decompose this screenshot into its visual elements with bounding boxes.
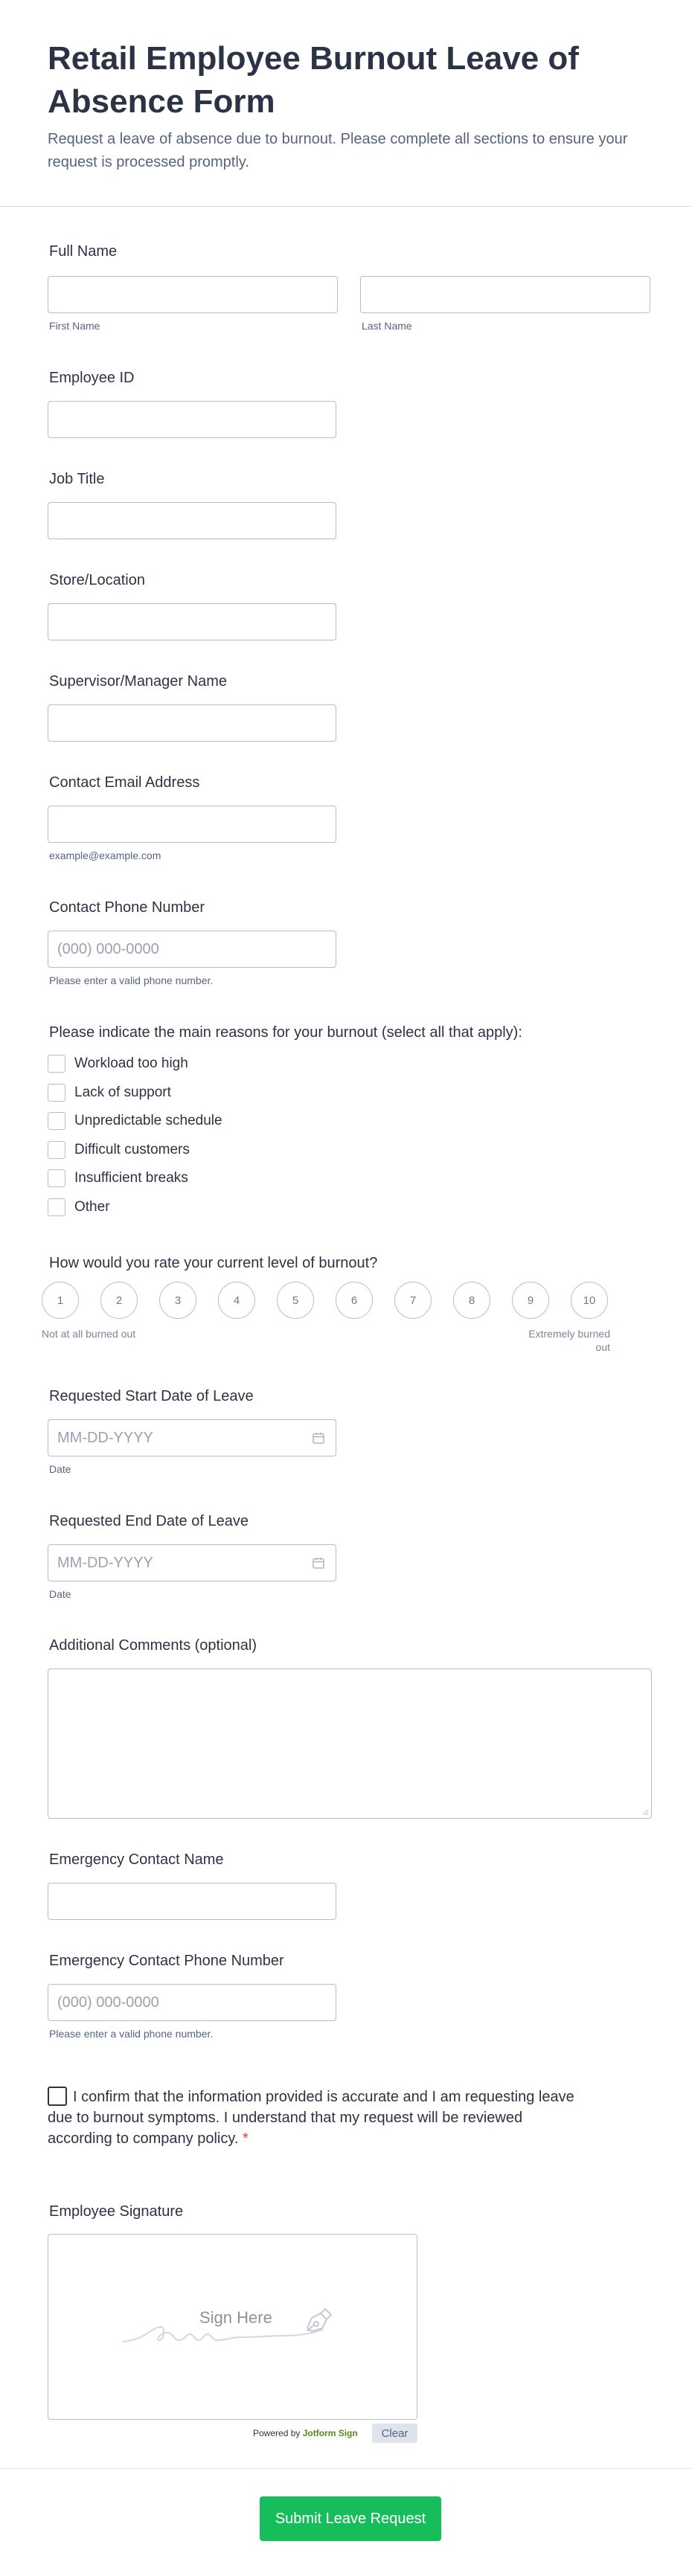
start-date-placeholder: MM-DD-YYYY xyxy=(57,1430,153,1446)
reason-option-label: Insufficient breaks xyxy=(74,1170,188,1186)
reason-option[interactable] xyxy=(48,1164,650,1193)
reason-option[interactable] xyxy=(48,1107,650,1136)
footer-divider xyxy=(0,2468,692,2469)
signature-placeholder: Sign Here xyxy=(199,2308,272,2327)
supervisor-label: Supervisor/Manager Name xyxy=(49,673,227,690)
comments-label: Additional Comments (optional) xyxy=(49,1637,257,1654)
confirm-text: I confirm that the information provided is accurate and I am requesting leave due to burnout symptoms. I understand that my request will be reviewed according to company policy. xyxy=(48,2089,574,2147)
form-title: Retail Employee Burnout Leave of Absence Form xyxy=(48,40,579,120)
rating-option-10[interactable]: 10 xyxy=(571,1282,608,1319)
submit-button[interactable]: Submit Leave Request xyxy=(260,2496,441,2541)
rating-option-7[interactable]: 7 xyxy=(394,1282,432,1319)
checkbox[interactable] xyxy=(48,1112,65,1130)
signature-pad[interactable] xyxy=(48,2234,417,2420)
emergency-phone-label: Emergency Contact Phone Number xyxy=(49,1953,284,1969)
checkbox[interactable] xyxy=(48,1198,65,1216)
phone-sublabel: Please enter a valid phone number. xyxy=(49,974,214,986)
powered-prefix: Powered by xyxy=(253,2428,301,2438)
reason-option[interactable] xyxy=(48,1079,650,1108)
form-header xyxy=(0,0,692,207)
emergency-phone-input[interactable]: (000) 000-0000 xyxy=(48,1984,336,2021)
store-location-field xyxy=(48,571,650,640)
jotform-sign-logo: Jotform Sign xyxy=(302,2428,358,2438)
rating-option-9[interactable]: 9 xyxy=(512,1282,549,1319)
rating-option-3[interactable]: 3 xyxy=(159,1282,196,1319)
reason-option-label: Lack of support xyxy=(74,1084,171,1100)
rating-option-2[interactable]: 2 xyxy=(100,1282,138,1319)
email-input[interactable] xyxy=(48,806,336,843)
pen-nib-icon xyxy=(301,2306,334,2336)
full-name-label: Full Name xyxy=(49,243,118,260)
checkbox[interactable] xyxy=(48,1055,65,1073)
start-date-input[interactable] xyxy=(48,1419,336,1456)
rating-option-6[interactable]: 6 xyxy=(336,1282,373,1319)
start-date-field xyxy=(48,1387,650,1476)
end-date-input[interactable] xyxy=(48,1544,336,1581)
rating-option-4[interactable]: 4 xyxy=(218,1282,255,1319)
reason-option-label: Other xyxy=(74,1198,110,1215)
phone-input[interactable]: (000) 000-0000 xyxy=(48,931,336,968)
employee-id-field xyxy=(48,368,650,438)
job-title-field xyxy=(48,469,650,539)
job-title-label: Job Title xyxy=(49,471,105,487)
emergency-name-input[interactable] xyxy=(48,1883,336,1920)
emergency-phone-field xyxy=(48,1951,650,2040)
checkbox[interactable] xyxy=(48,1084,65,1102)
rating-label: How would you rate your current level of burnout? xyxy=(49,1255,378,1271)
calendar-icon[interactable] xyxy=(312,1556,325,1570)
confirm-checkbox[interactable] xyxy=(48,2087,67,2106)
reason-option[interactable] xyxy=(48,1193,650,1222)
end-date-sublabel: Date xyxy=(49,1588,71,1600)
checkbox[interactable] xyxy=(48,1169,65,1187)
store-location-input[interactable] xyxy=(48,603,336,640)
last-name-input[interactable] xyxy=(360,276,650,313)
emergency-name-field xyxy=(48,1850,650,1920)
supervisor-input[interactable] xyxy=(48,704,336,742)
reason-option-label: Unpredictable schedule xyxy=(74,1113,222,1129)
powered-by xyxy=(253,2427,358,2439)
signature-label: Employee Signature xyxy=(49,2203,184,2220)
end-date-placeholder: MM-DD-YYYY xyxy=(57,1555,153,1571)
emergency-phone-sublabel: Please enter a valid phone number. xyxy=(49,2028,214,2040)
job-title-input[interactable] xyxy=(48,502,336,539)
start-date-label: Requested Start Date of Leave xyxy=(49,1388,254,1404)
emergency-name-label: Emergency Contact Name xyxy=(49,1851,224,1868)
required-mark: * xyxy=(243,2130,249,2147)
supervisor-field xyxy=(48,672,650,742)
rating-option-1[interactable]: 1 xyxy=(42,1282,79,1319)
reason-option[interactable] xyxy=(48,1050,650,1079)
comments-field xyxy=(48,1636,650,1819)
employee-id-input[interactable] xyxy=(48,401,336,438)
first-name-input[interactable] xyxy=(48,276,338,313)
store-location-label: Store/Location xyxy=(49,572,145,588)
calendar-icon[interactable] xyxy=(312,1431,325,1445)
comments-textarea[interactable] xyxy=(48,1668,652,1819)
rating-field xyxy=(48,1253,650,1273)
resize-grip-icon[interactable] xyxy=(641,1808,649,1816)
reasons-label: Please indicate the main reasons for your burnout (select all that apply): xyxy=(49,1024,522,1041)
employee-id-label: Employee ID xyxy=(49,370,135,386)
end-date-field xyxy=(48,1512,650,1601)
rating-max-label: Extremely burned out xyxy=(528,1328,610,1353)
last-name-sublabel: Last Name xyxy=(362,320,412,332)
end-date-label: Requested End Date of Leave xyxy=(49,1513,249,1529)
reason-option-label: Workload too high xyxy=(74,1056,188,1072)
signature-field xyxy=(48,2202,650,2221)
reasons-checkbox-list xyxy=(48,1050,650,1221)
rating-option-8[interactable]: 8 xyxy=(453,1282,490,1319)
reason-option-label: Difficult customers xyxy=(74,1141,190,1157)
email-label: Contact Email Address xyxy=(49,774,200,791)
email-field xyxy=(48,773,650,862)
rating-min-label: Not at all burned out xyxy=(42,1328,136,1340)
confirm-field xyxy=(48,2087,583,2149)
phone-label: Contact Phone Number xyxy=(49,899,205,916)
first-name-sublabel: First Name xyxy=(49,320,100,332)
phone-field xyxy=(48,898,650,987)
reason-option[interactable] xyxy=(48,1136,650,1165)
form-description: Request a leave of absence due to burnout. Please complete all sections to ensure your request is processed promptly. xyxy=(48,131,628,170)
rating-scale xyxy=(39,1282,634,1320)
full-name-field xyxy=(48,242,650,333)
checkbox[interactable] xyxy=(48,1141,65,1159)
start-date-sublabel: Date xyxy=(49,1463,71,1475)
email-sublabel: example@example.com xyxy=(49,849,161,861)
rating-option-5[interactable]: 5 xyxy=(277,1282,314,1319)
clear-signature-button[interactable]: Clear xyxy=(372,2424,417,2443)
reasons-field xyxy=(48,1023,650,1221)
